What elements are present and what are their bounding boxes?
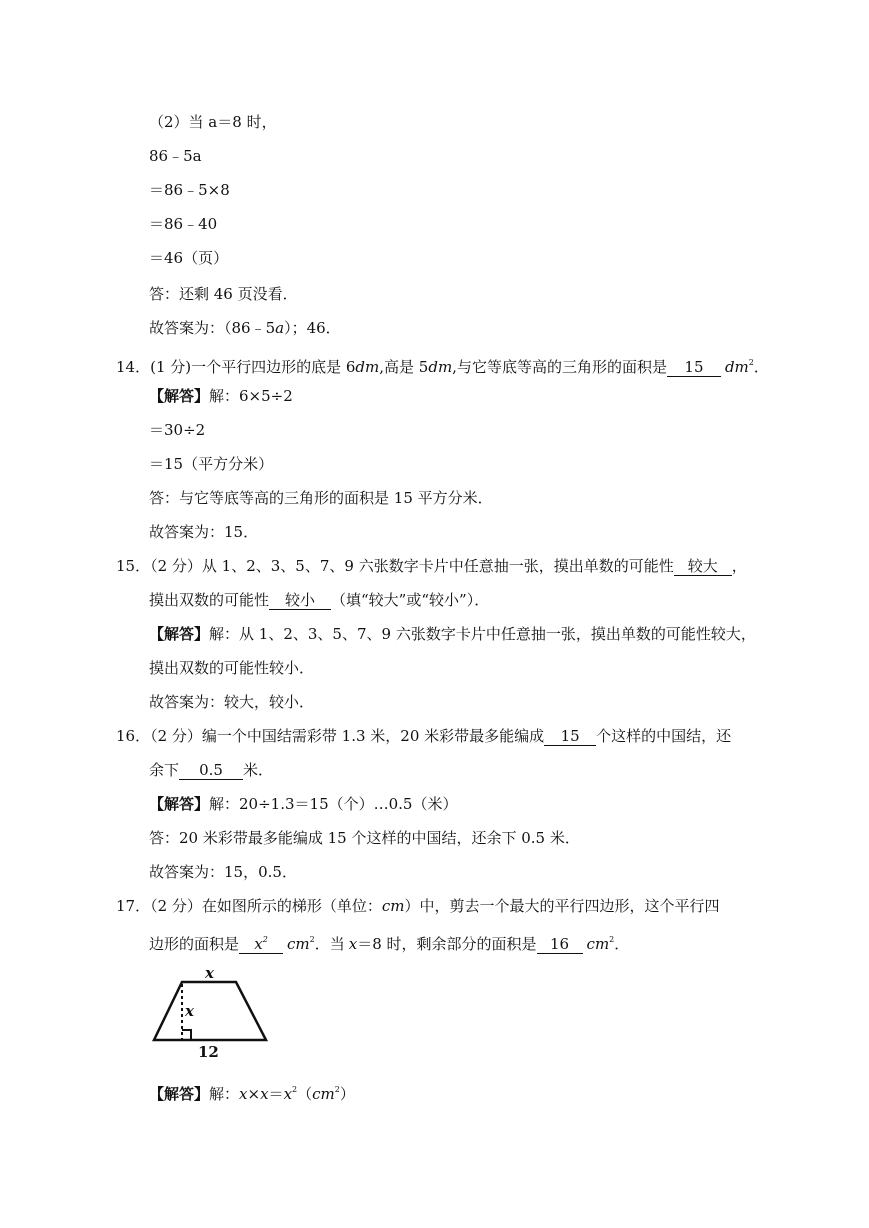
bottom-side-label: 12 <box>198 1043 219 1061</box>
q15-answer-blank-1: 较大 <box>674 557 732 576</box>
q15-solution-1: 【解答】解：从 1、2、3、5、7、9 六张数字卡片中任意抽一张，摸出单数的可能性较大， <box>149 625 756 643</box>
q15-solution-3: 故答案为：较大，较小． <box>149 693 315 711</box>
q14-question: 14．(1 分)一个平行四边形的底是 6dm,高是 5dm,与它等底等高的三角形的面积是 15 $dm^2$． <box>116 358 769 376</box>
part2-step1: ＝86﹣5×8 <box>149 181 230 199</box>
q15-solution-2: 摸出双数的可能性较小． <box>149 659 315 677</box>
q17-answer-blank-2: 16 <box>537 935 583 954</box>
q16-answer-blank-1: 15 <box>544 727 596 746</box>
height-label: x <box>185 1002 194 1020</box>
part2-expr: 86﹣5a <box>149 147 202 165</box>
q16-question-2: 余下 0.5 米． <box>149 761 274 779</box>
top-side-label: x <box>205 964 214 982</box>
right-angle-mark <box>182 1030 191 1039</box>
part2-step3: ＝46（页） <box>149 249 229 267</box>
q16-answer-blank-2: 0.5 <box>179 761 243 780</box>
q17-question-2: 边形的面积是 $x^2$ $cm^2$．当 x＝8 时，剩余部分的面积是 16 $cm^2$． <box>149 930 629 954</box>
q17-question-1: 17．（2 分）在如图所示的梯形（单位：cm）中，剪去一个最大的平行四边形，这个平行四 <box>116 897 720 915</box>
q14-solution-4: 答：与它等底等高的三角形的面积是 15 平方分米． <box>149 489 493 507</box>
q14-answer-blank: 15 <box>667 358 721 377</box>
q15-question-1: 15．（2 分）从 1、2、3、5、7、9 六张数字卡片中任意抽一张，摸出单数的可能性 较大 ， <box>116 557 747 575</box>
q16-question-1: 16．（2 分）编一个中国结需彩带 1.3 米，20 米彩带最多能编成 15 个这样的中国结，还 <box>116 727 732 745</box>
q15-question-2: 摸出双数的可能性 较小 （填“较大”或“较小”）． <box>149 591 490 609</box>
q14-solution-3: ＝15（平方分米） <box>149 455 274 473</box>
part2-answer: 答：还剩 46 页没看． <box>149 285 298 303</box>
q14-solution-5: 故答案为：15． <box>149 523 259 541</box>
q15-answer-blank-2: 较小 <box>269 591 331 610</box>
q16-solution-3: 故答案为：15，0.5． <box>149 863 297 881</box>
q14-solution-1: 【解答】解：6×5÷2 <box>149 387 293 405</box>
q17-solution-1: 【解答】解：$x\times x=x^2(cm^2)$ <box>149 1085 355 1103</box>
part2-step2: ＝86﹣40 <box>149 215 218 233</box>
q17-answer-blank-1: $x^2$ <box>239 931 283 954</box>
part2-intro: （2）当 a＝8 时， <box>149 113 277 131</box>
q14-solution-2: ＝30÷2 <box>149 421 206 439</box>
trapezoid-outline <box>154 982 266 1040</box>
q16-solution-2: 答：20 米彩带最多能编成 15 个这样的中国结，还余下 0.5 米． <box>149 829 580 847</box>
q16-solution-1: 【解答】解：20÷1.3＝15（个）…0.5（米） <box>149 795 458 813</box>
trapezoid-figure <box>150 964 275 1064</box>
part2-final: 故答案为：（86﹣5a）；46． <box>149 319 341 337</box>
